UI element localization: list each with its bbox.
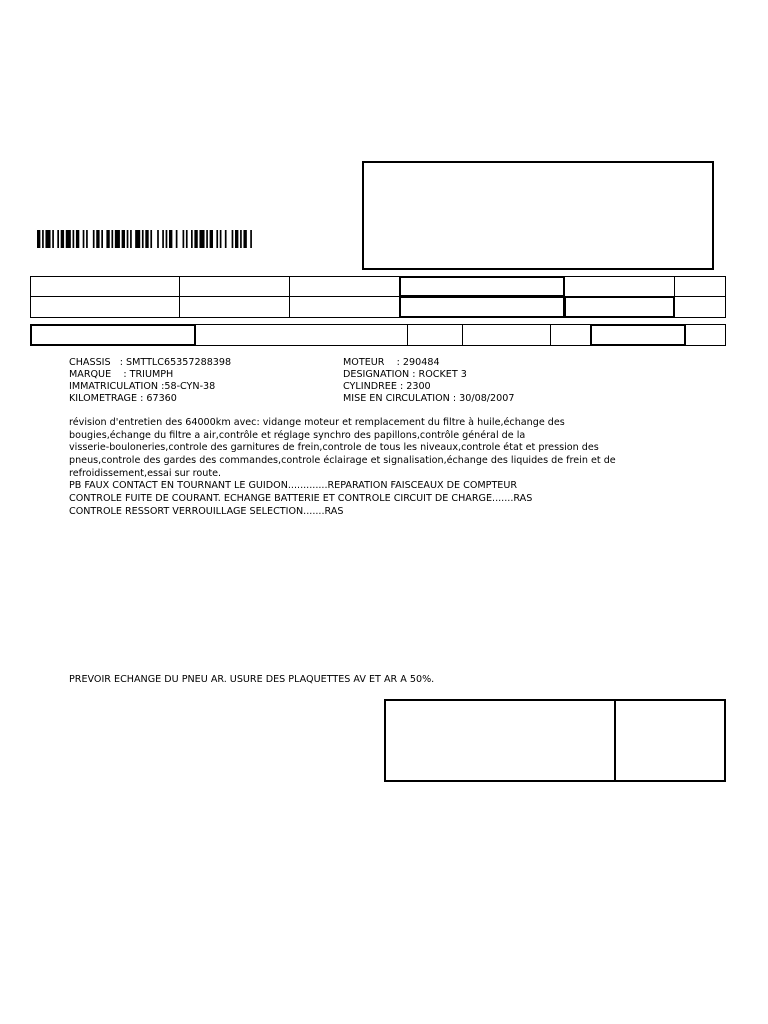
barcode-bar [240, 230, 242, 248]
barcode-bar [199, 230, 204, 248]
chassis-line: CHASSIS : SMTTLC65357288398 [69, 357, 232, 368]
header-cell [289, 276, 400, 297]
barcode [37, 230, 257, 248]
barcode-bar [166, 230, 168, 248]
designation-line: DESIGNATION : ROCKET 3 [343, 369, 467, 380]
recommendation-text: PREVOIR ECHANGE DU PNEU AR. USURE DES PLAQUETTES AV ET AR A 50%. [69, 674, 435, 685]
work-line: CONTROLE FUITE DE COURANT. ECHANGE BATTERIE ET CONTROLE CIRCUIT DE CHARGE.......RAS [69, 492, 533, 504]
barcode-bar [183, 230, 185, 248]
barcode-bar [130, 230, 132, 248]
work-line: refroidissement,essai sur route. [69, 467, 222, 479]
barcode-bar [73, 230, 75, 248]
sub-header-cell [550, 324, 591, 346]
barcode-bar [206, 230, 208, 248]
barcode-bar [186, 230, 188, 248]
barcode-bar [157, 230, 159, 248]
sub-header-cell [685, 324, 726, 346]
header-cell [179, 296, 290, 318]
sub-header-table [30, 324, 726, 346]
immatriculation-line: IMMATRICULATION :58-CYN-38 [69, 381, 216, 392]
barcode-bar [86, 230, 88, 248]
sub-header-cell [407, 324, 463, 346]
header-table [30, 276, 726, 318]
barcode-bar [135, 230, 140, 248]
barcode-bar [61, 230, 64, 248]
kilometrage-line: KILOMETRAGE : 67360 [69, 393, 177, 404]
barcode-bar [250, 230, 252, 248]
barcode-bar [127, 230, 129, 248]
barcode-bar [176, 230, 178, 248]
barcode-bar [122, 230, 125, 248]
barcode-bar [191, 230, 193, 248]
barcode-bar [93, 230, 95, 248]
barcode-bar [83, 230, 85, 248]
barcode-bar [169, 230, 172, 248]
barcode-bar [162, 230, 164, 248]
barcode-bar [96, 230, 99, 248]
barcode-bar [194, 230, 197, 248]
barcode-bar [115, 230, 120, 248]
work-line: révision d'entretien des 64000km avec: vidange moteur et remplacement du filtre à huile,échange des [69, 417, 565, 428]
barcode-bar [106, 230, 109, 248]
sub-header-cell [30, 324, 196, 346]
moteur-line: MOTEUR : 290484 [343, 357, 440, 368]
header-cell [674, 296, 726, 318]
address-box [362, 161, 714, 270]
barcode-bar [145, 230, 148, 248]
barcode-bar [150, 230, 152, 248]
work-description [69, 417, 616, 518]
marque-line: MARQUE : TRIUMPH [69, 369, 174, 380]
barcode-bar [216, 230, 218, 248]
work-line: pneus,controle des gardes des commandes,controle éclairage et signalisation,échange des liquides de frein et de [69, 454, 616, 466]
totals-box [384, 699, 616, 782]
sub-header-cell [195, 324, 408, 346]
header-cell [399, 296, 565, 318]
barcode-bar [142, 230, 144, 248]
mise-en-circulation-line: MISE EN CIRCULATION : 30/08/2007 [343, 393, 515, 404]
header-cell [30, 276, 180, 297]
barcode-bar [220, 230, 222, 248]
barcode-bar [42, 230, 44, 248]
header-cell [289, 296, 400, 318]
barcode-bar [101, 230, 103, 248]
work-line: CONTROLE RESSORT VERROUILLAGE SELECTION.......RAS [69, 505, 344, 517]
barcode-bar [243, 230, 246, 248]
header-cell [179, 276, 290, 297]
barcode-bar [235, 230, 238, 248]
totals-box-right [614, 699, 726, 782]
barcode-bar [76, 230, 79, 248]
sub-header-cell [590, 324, 686, 346]
barcode-bar [37, 230, 40, 248]
barcode-bar [225, 230, 227, 248]
header-cell [564, 276, 675, 297]
barcode-bar [210, 230, 213, 248]
header-cell [399, 276, 565, 297]
barcode-bar [57, 230, 59, 248]
sub-header-cell [462, 324, 551, 346]
barcode-bar [52, 230, 54, 248]
header-cell [564, 296, 675, 318]
work-line: visserie-bouloneries,controle des garnitures de frein,controle de tous les niveaux,controle état et pression des [69, 442, 599, 454]
barcode-bar [232, 230, 234, 248]
barcode-bar [66, 230, 71, 248]
header-cell [30, 296, 180, 318]
barcode-bar [111, 230, 113, 248]
barcode-bar [45, 230, 50, 248]
work-line: bougies,échange du filtre a air,contrôle et réglage synchro des papillons,contrôle général de la [69, 429, 526, 441]
cylindree-line: CYLINDREE : 2300 [343, 381, 431, 392]
work-line: PB FAUX CONTACT EN TOURNANT LE GUIDON.............REPARATION FAISCEAUX DE COMPTEUR [69, 480, 518, 492]
header-cell [674, 276, 726, 297]
